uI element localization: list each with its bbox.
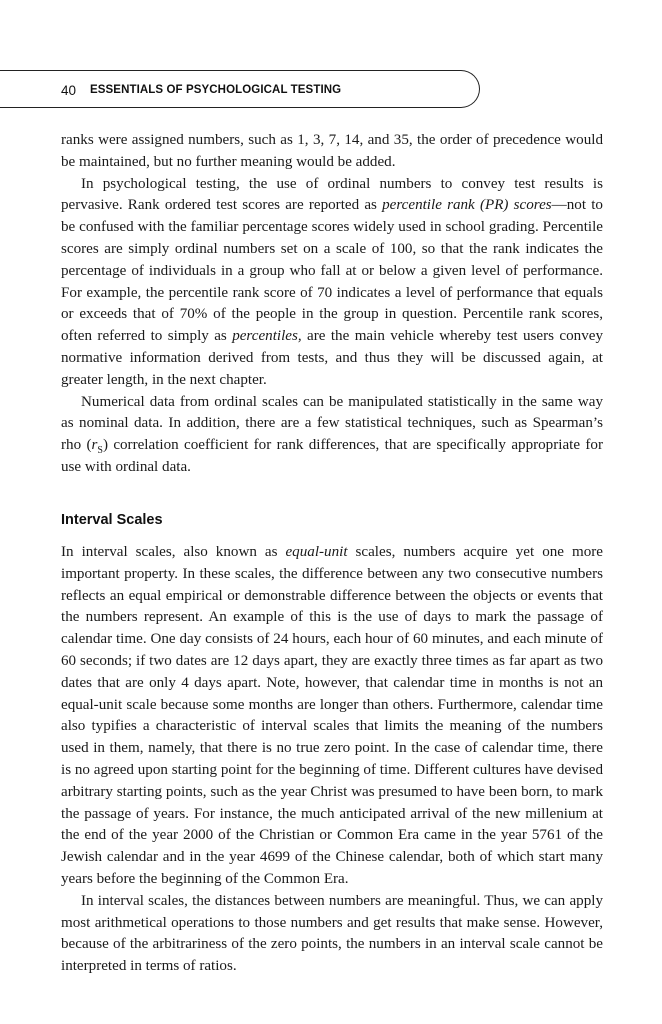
paragraph-text: ranks were assigned numbers, such as 1, 3, 7, 14, and 35, the order of precedence would be maintained, but no further meaning would be added.: [61, 132, 603, 170]
section-heading: Interval Scales: [61, 512, 163, 528]
body-text-section-2: [61, 542, 603, 978]
paragraph-continued: [61, 130, 603, 174]
paragraph-text: Numerical data from ordinal scales can be manipulated statistically in the same way as nominal data. In addition, there are a few statistical techniques, such as Spearman’s rho (: [61, 393, 603, 454]
paragraph-text: In psychological testing, the use of ordinal numbers to convey test results is pervasive. Rank ordered test scores are reported as: [61, 175, 603, 214]
italic-term: percentiles,: [232, 328, 302, 345]
paragraph-interval-distances: [61, 891, 603, 978]
paragraph-percentile: [61, 174, 603, 392]
page-number: 40: [61, 83, 77, 98]
paragraph-text: scales, numbers acquire yet one more important property. In these scales, the difference between any two consecutive numbers reflects an equal empirical or demonstrable difference between the objects or events that the numbers represent. An example of this is the use of days to mark the passage of calendar time. One day consists of 24 hours, each hour of 60 minutes, and each minute of 60 seconds; if two dates are 12 days apart, they are exactly three times as far apart as two dates that are only 4 days apart. Note, however, that calendar time in months is not an equal-unit scale because some months are longer than others. Furthermore, calendar time also typifies a characteristic of interval scales that limits the meaning of the numbers used in them, namely, that there is no true zero point. In the case of calendar time, there is no agreed upon starting point for the beginning of time. Different cultures have devised arbitrary starting points, such as the year Christ was presumed to have been born, to mark the passage of years. For instance, the much anticipated arrival of the new millenium at the end of the year 2000 of the Christian or Common Era came in the year 5761 of the Jewish calendar and in the year 4699 of the Chinese calendar, both of which start many years before the beginning of the Common Era.: [61, 544, 603, 887]
italic-term: percentile rank (PR) scores: [382, 197, 552, 214]
paragraph-text: In interval scales, the distances between numbers are meaningful. Thus, we can apply most arithmetical operations to those numbers and get results that make sense. However, because of the arbitrariness of the zero points, the numbers in an interval scale cannot be interpreted in terms of ratios.: [61, 892, 603, 975]
math-subscript: S: [97, 445, 103, 457]
paragraph-text: are the main vehicle whereby test users convey normative information derived from tests, and thus they will be discussed again, at greater length, in the next chapter.: [61, 328, 603, 388]
math-symbol: r: [91, 437, 98, 454]
running-header: [0, 70, 480, 108]
body-text-section-1: [61, 130, 603, 479]
paragraph-interval-intro: [61, 542, 603, 891]
running-title: ESSENTIALS OF PSYCHOLOGICAL TESTING: [90, 84, 342, 96]
italic-term: equal-unit: [285, 544, 348, 560]
paragraph-text: ) correlation coefficient for rank differences, that are specifically appropriate for use with ordinal data.: [61, 437, 603, 475]
paragraph-text: In interval scales, also known as: [61, 544, 286, 560]
paragraph-ordinal-stats: [61, 392, 603, 479]
paragraph-text: —not to be confused with the familiar percentage scores widely used in school grading. Percentile scores are simply ordinal numbers set on a scale of 100, so that the rank indicates the percentage of individuals in a group who fall at or below a given level of performance. For example, the percentile rank score of 70 indicates a level of performance that equals or exceeds that of 70% of the people in the group in question. Percentile rank scores, often referred to simply as: [61, 197, 603, 345]
